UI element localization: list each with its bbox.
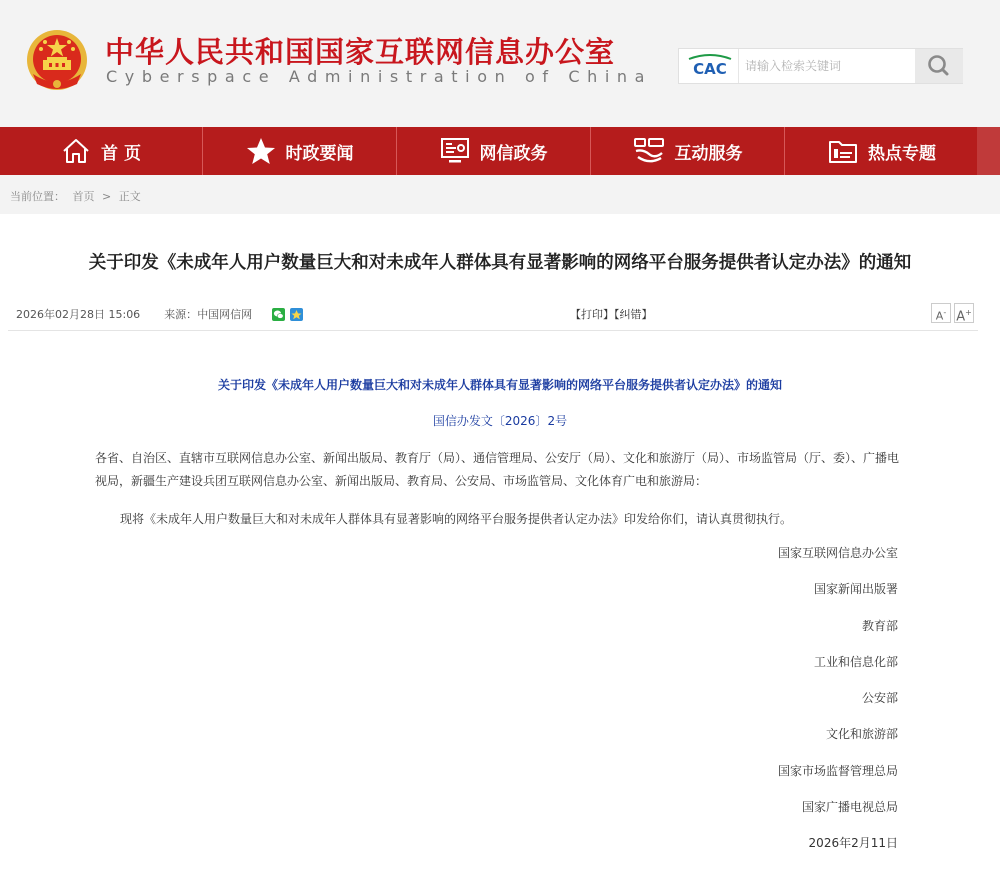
handshake-icon	[633, 137, 665, 165]
search-divider	[738, 49, 739, 83]
cac-logo-text: CAC	[693, 60, 727, 78]
nav-item-home[interactable]	[0, 127, 203, 175]
monitor-icon	[440, 137, 470, 165]
signer-item: 国家广播电视总局	[801, 800, 898, 815]
nav-item-services[interactable]	[591, 127, 785, 175]
document-heading: 关于印发《未成年人用户数量巨大和对未成年人群体具有显著影响的网络平台服务提供者认定办法》的通知	[217, 378, 782, 392]
signer-item: 教育部	[861, 618, 898, 633]
site-title-en[interactable]: Cyberspace Administration of China	[106, 67, 653, 86]
article-source: 中国网信网	[197, 308, 253, 321]
nav-label-government: 网信政务	[479, 143, 548, 164]
signer-item: 公安部	[861, 691, 898, 706]
nav-label-news: 时政要闻	[285, 143, 354, 164]
article-date: 2026年02月28日 15:06	[16, 308, 141, 321]
print-link[interactable]: 【打印】	[570, 308, 614, 321]
error-report-link[interactable]: 【纠错】	[614, 308, 653, 321]
breadcrumb-current: 正文	[118, 190, 141, 203]
breadcrumb-prefix: 当前位置：	[10, 190, 65, 203]
wechat-share-icon[interactable]	[272, 308, 285, 321]
search-icon	[915, 49, 963, 83]
search-input[interactable]	[745, 55, 910, 77]
signer-item: 工业和信息化部	[813, 654, 898, 669]
signer-item: 国家市场监督管理总局	[777, 763, 898, 778]
search-box	[678, 48, 963, 84]
breadcrumb-home-link[interactable]: 首页	[72, 190, 95, 203]
main-nav	[0, 127, 1000, 175]
folder-icon	[828, 137, 858, 165]
meta-divider	[8, 330, 978, 331]
home-icon	[61, 138, 91, 164]
nav-label-home: 首 页	[101, 143, 141, 164]
document-number: 国信办发文〔2026〕2号	[432, 414, 568, 428]
font-increase-label: A	[956, 309, 966, 325]
qzone-share-icon[interactable]	[290, 308, 303, 321]
source-label: 来源：	[164, 308, 198, 321]
article-title: 关于印发《未成年人用户数量巨大和对未成年人群体具有显著影响的网络平台服务提供者认定办法》的通知	[88, 253, 912, 273]
document-date: 2026年2月11日	[808, 836, 898, 851]
search-button[interactable]	[915, 49, 963, 83]
document-addressee: 各省、自治区、直辖市互联网信息办公室、新闻出版局、教育厅（局）、通信管理局、公安厅（局）、文化和旅游厅（局）、市场监管局（厅、委）、广播电视局，新疆生产建设兵团互联网信息办公室、新闻出版局、教育局、公安局、市场监管局、文化体育广电和旅游局：	[95, 451, 900, 488]
document-body: 现将《未成年人用户数量巨大和对未成年人群体具有显著影响的网络平台服务提供者认定办法》印发给你们，请认真贯彻执行。	[120, 512, 793, 526]
signer-item: 国家互联网信息办公室	[777, 546, 898, 560]
nav-item-government[interactable]	[397, 127, 591, 175]
signers-block	[778, 544, 898, 871]
nav-edge	[977, 127, 1000, 175]
site-header	[0, 0, 1000, 127]
cac-logo-icon	[683, 53, 737, 79]
breadcrumb-separator: >	[102, 190, 112, 203]
nav-label-services: 互动服务	[674, 143, 743, 164]
national-emblem-icon[interactable]	[25, 28, 89, 94]
nav-item-news[interactable]	[203, 127, 397, 175]
font-decrease-label: A	[935, 309, 944, 323]
star-icon	[246, 137, 276, 165]
signer-item: 文化和旅游部	[825, 727, 898, 742]
font-decrease-button[interactable]: A-	[931, 303, 951, 323]
font-increase-button[interactable]: A+	[954, 303, 974, 323]
site-title-cn[interactable]: 中华人民共和国国家互联网信息办公室	[105, 35, 616, 69]
nav-label-topics: 热点专题	[868, 143, 936, 164]
breadcrumb-bar	[0, 175, 1000, 214]
nav-item-topics[interactable]	[785, 127, 979, 175]
breadcrumb	[10, 188, 145, 204]
article-meta	[16, 306, 303, 322]
signer-item: 国家新闻出版署	[813, 582, 898, 597]
print-links	[570, 306, 653, 322]
